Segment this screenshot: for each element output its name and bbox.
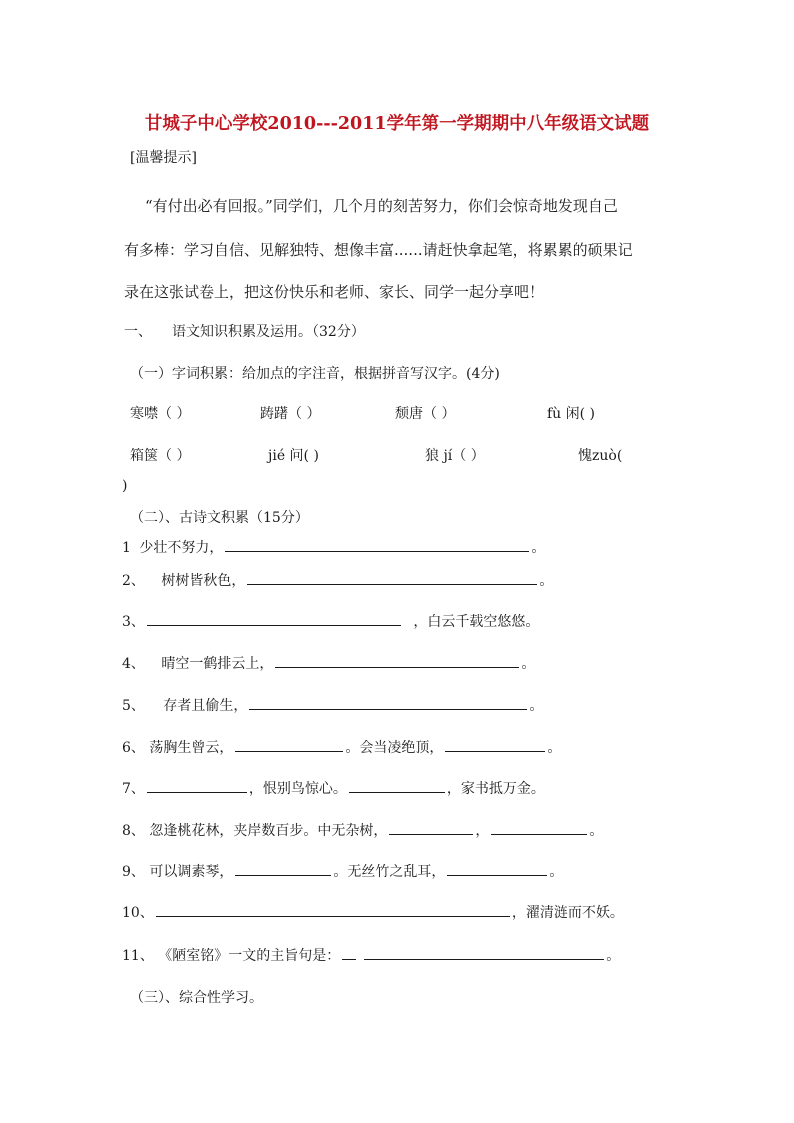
- question-number: 6、: [122, 740, 145, 756]
- answer-blank[interactable]: [342, 946, 356, 960]
- question-10: [122, 903, 624, 923]
- tip-heading: [温馨提示]: [130, 150, 197, 166]
- answer-blank[interactable]: [389, 821, 473, 835]
- answer-blank[interactable]: [147, 779, 247, 793]
- question-6: [122, 738, 561, 758]
- question-end: 。: [549, 864, 564, 880]
- question-end: 。: [539, 573, 554, 589]
- question-7: [122, 779, 545, 799]
- question-2: [122, 571, 553, 591]
- answer-blank[interactable]: [445, 738, 545, 752]
- question-5: [122, 696, 543, 716]
- answer-blank[interactable]: [235, 738, 343, 752]
- vocab-item: jié 问( ): [268, 448, 319, 464]
- question-text: 忽逢桃花林，夹岸数百步。中无杂树，: [149, 823, 388, 839]
- exam-title: 甘城子中心学校2010---2011学年第一学期期中八年级语文试题: [144, 114, 650, 134]
- question-11: [122, 946, 620, 966]
- question-text: 荡胸生曾云，: [149, 740, 234, 756]
- answer-blank[interactable]: [247, 571, 537, 585]
- vocab-continuation: ): [122, 478, 128, 494]
- intro-line-3: 录在这张试卷上，把这份快乐和老师、家长、同学一起分享吧！: [124, 283, 545, 301]
- section-1-heading: 语文知识积累及运用。（32分）: [172, 324, 365, 340]
- answer-blank[interactable]: [447, 862, 547, 876]
- question-number: 4、: [122, 656, 145, 672]
- answer-blank[interactable]: [275, 654, 519, 668]
- answer-blank[interactable]: [156, 903, 510, 917]
- answer-blank[interactable]: [235, 862, 331, 876]
- answer-blank[interactable]: [349, 779, 445, 793]
- sub-3-heading: （三）、综合性学习。: [130, 990, 263, 1006]
- sub-2-heading: （二）、古诗文积累（15分）: [130, 510, 309, 526]
- question-number: 9、: [122, 864, 145, 880]
- question-end: 。: [589, 823, 604, 839]
- question-text: ，濯清涟而不妖。: [511, 905, 624, 921]
- question-number: 11、: [122, 948, 154, 964]
- answer-blank[interactable]: [491, 821, 587, 835]
- question-text: ，: [475, 823, 490, 839]
- question-text: 。会当凌绝顶，: [345, 740, 444, 756]
- question-text: 树树皆秋色，: [161, 573, 246, 589]
- question-text: 《陋室铭》一文的主旨句是：: [158, 948, 341, 964]
- question-end: 。: [547, 740, 562, 756]
- vocab-item: 箱箧（ ）: [130, 448, 191, 464]
- question-text: ，家书抵万金。: [446, 781, 545, 797]
- vocab-item: 踌躇（ ）: [260, 406, 321, 422]
- vocab-item: 颓唐（ ）: [395, 406, 456, 422]
- question-text: 晴空一鹤排云上，: [161, 656, 274, 672]
- question-end: 。: [521, 656, 536, 672]
- question-4: [122, 654, 535, 674]
- question-number: 10、: [122, 905, 154, 921]
- intro-line-1: “有付出必有回报。”同学们，几个月的刻苦努力，你们会惊奇地发现自己: [145, 197, 618, 215]
- intro-line-2: 有多棒：学习自信、见解独特、想像丰富......请赶快拿起笔，将累累的硕果记: [124, 241, 633, 259]
- vocab-item: 愧zuò(: [578, 448, 623, 464]
- question-number: 5、: [122, 698, 145, 714]
- question-number: 8、: [122, 823, 145, 839]
- question-3: [122, 612, 539, 632]
- question-1: [122, 538, 545, 558]
- section-1-number: 一、: [124, 324, 152, 340]
- question-text: ，恨别鸟惊心。: [248, 781, 347, 797]
- question-text: ，白云千载空悠悠。: [413, 614, 540, 630]
- question-number: 7、: [122, 781, 145, 797]
- question-end: 。: [531, 540, 546, 556]
- vocab-item: 狼 jí（ ）: [425, 448, 485, 464]
- question-text: 少壮不努力，: [139, 540, 224, 556]
- question-number: 2、: [122, 573, 145, 589]
- question-8: [122, 821, 603, 841]
- question-end: 。: [606, 948, 621, 964]
- question-end: 。: [529, 698, 544, 714]
- answer-blank[interactable]: [225, 538, 529, 552]
- sub-1-heading: （一）字词积累：给加点的字注音，根据拼音写汉字。(4分): [130, 366, 500, 382]
- answer-blank[interactable]: [249, 696, 527, 710]
- question-text: 存者且偷生，: [163, 698, 248, 714]
- question-text: 。无丝竹之乱耳，: [333, 864, 446, 880]
- question-number: 3、: [122, 614, 145, 630]
- vocab-item: fù 闲( ): [547, 406, 596, 422]
- question-text: 可以调素琴，: [149, 864, 234, 880]
- question-number: 1: [122, 540, 131, 556]
- question-9: [122, 862, 563, 882]
- answer-blank[interactable]: [147, 612, 401, 626]
- vocab-item: 寒噤（ ）: [130, 406, 191, 422]
- answer-blank[interactable]: [364, 946, 604, 960]
